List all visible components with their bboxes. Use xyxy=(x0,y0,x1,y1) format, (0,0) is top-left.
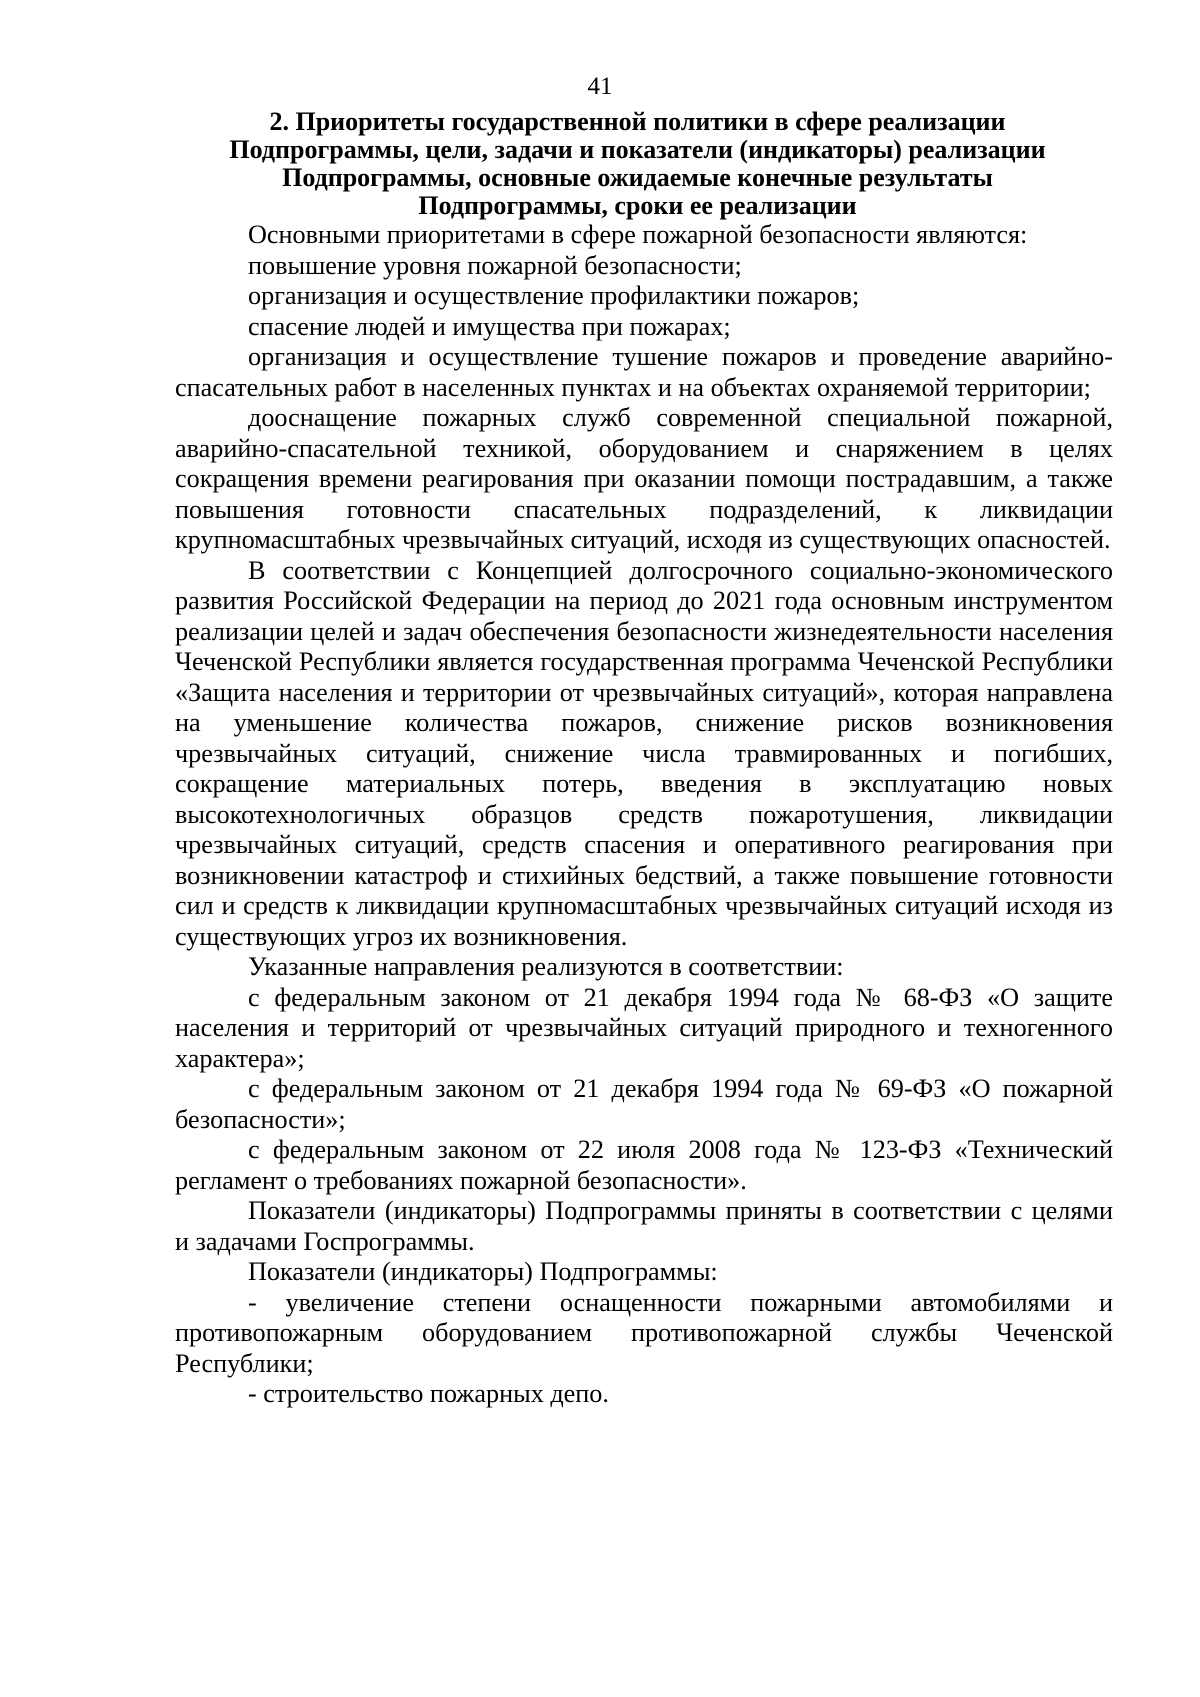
paragraph: - увеличение степени оснащенности пожарными автомобилями и противопожарным оборудованием противопожарной службы Чеченской Республики; xyxy=(175,1287,1113,1378)
body-text xyxy=(175,220,1113,1410)
paragraph: дооснащение пожарных служб современной специальной пожарной, аварийно-спасательной техникой, оборудованием и снаряжением в целях сокращения времени реагирования при оказании помощи пострадавшим, а также повышения готовности спасательных подразделений, к ликвидации крупномасштабных чрезвычайных ситуаций, исходя из существующих опасностей. xyxy=(175,403,1113,554)
page-number: 41 xyxy=(587,73,613,100)
heading-line: 2. Приоритеты государственной политики в сфере реализации xyxy=(269,107,1006,136)
paragraph: Указанные направления реализуются в соответствии: xyxy=(248,952,844,981)
paragraph: повышение уровня пожарной безопасности; xyxy=(248,250,742,280)
heading-line: Подпрограммы, сроки ее реализации xyxy=(418,191,857,220)
paragraph: Основными приоритетами в сфере пожарной безопасности являются: xyxy=(248,220,1028,249)
paragraph: с федеральным законом от 22 июля 2008 года № 123-ФЗ «Технический регламент о требованиях пожарной безопасности». xyxy=(175,1135,1113,1195)
section-heading xyxy=(160,108,1115,220)
paragraph: с федеральным законом от 21 декабря 1994 года № 69-ФЗ «О пожарной безопасности»; xyxy=(175,1074,1113,1134)
paragraph: Показатели (индикаторы) Подпрограммы приняты в соответствии с целями и задачами Госпрограммы. xyxy=(175,1196,1113,1256)
paragraph: спасение людей и имущества при пожарах; xyxy=(248,311,731,341)
heading-line: Подпрограммы, цели, задачи и показатели (индикаторы) реализации xyxy=(229,135,1046,164)
heading-line: Подпрограммы, основные ожидаемые конечные результаты xyxy=(282,163,993,192)
paragraph: В соответствии с Концепцией долгосрочного социально-экономического развития Российской Федерации на период до 2021 года основным инструментом реализации целей и задач обеспечения безопасности жизнедеятельности населения Чеченской Республики является государственная программа Чеченской Республики «Защита населения и территории от чрезвычайных ситуаций», которая направлена на уменьшение количества пожаров, снижение рисков возникновения чрезвычайных ситуаций, снижение числа травмированных и погибших, сокращение материальных потерь, введения в эксплуатацию новых высокотехнологичных образцов средств пожаротушения, ликвидации чрезвычайных ситуаций, средств спасения и оперативного реагирования при возникновении катастроф и стихийных бедствий, а также повышение готовности сил и средств к ликвидации крупномасштабных чрезвычайных ситуаций исходя из существующих угроз их возникновения. xyxy=(175,555,1113,951)
paragraph: Показатели (индикаторы) Подпрограммы: xyxy=(248,1257,718,1286)
paragraph: организация и осуществление профилактики пожаров; xyxy=(248,281,860,310)
paragraph: с федеральным законом от 21 декабря 1994 года № 68-ФЗ «О защите населения и территорий от чрезвычайных ситуаций природного и техногенного характера»; xyxy=(175,982,1113,1073)
paragraph: организация и осуществление тушение пожаров и проведение аварийно-спасательных работ в населенных пунктах и на объектах охраняемой территории; xyxy=(175,342,1113,402)
paragraph: - строительство пожарных депо. xyxy=(248,1379,609,1408)
